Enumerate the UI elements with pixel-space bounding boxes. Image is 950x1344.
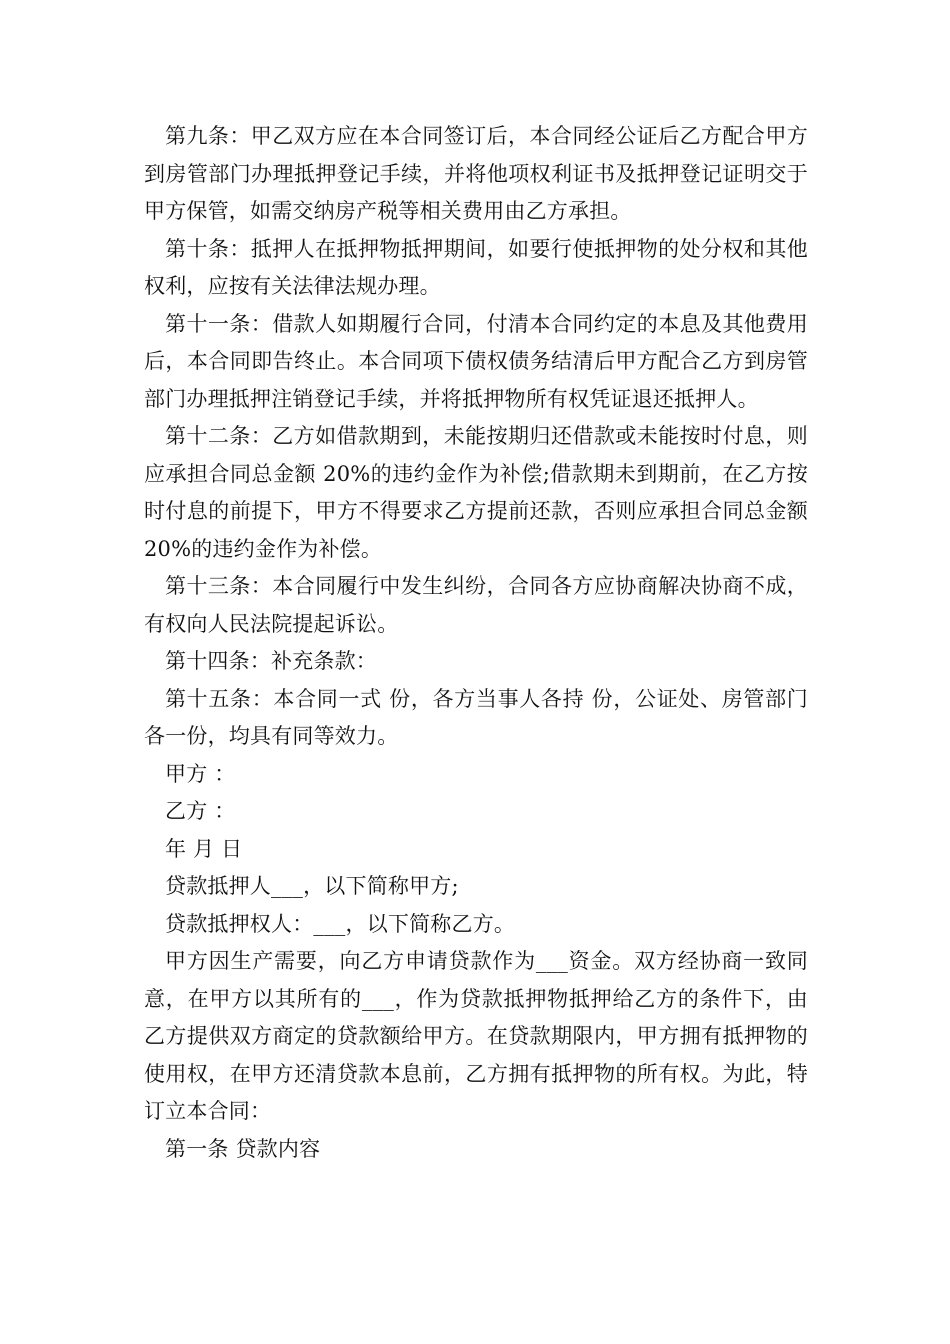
clause-12: 第十二条：乙方如借款期到，未能按期归还借款或未能按时付息，则应承担合同总金额 20%的违约金作为补偿;借款期未到期前，在乙方按时付息的前提下，甲方不得要求乙方提前还款，否则应承担合同总金额 20%的违约金作为补偿。 (144, 424, 808, 561)
mortgagee-line: 贷款抵押权人：___，以下简称乙方。 (165, 911, 516, 936)
mortgagor-line: 贷款抵押人___，以下简称甲方; (165, 874, 459, 898)
date-line: 年 月 日 (165, 836, 243, 861)
clause-15: 第十五条：本合同一式 份，各方当事人各持 份，公证处、房管部门各一份，均具有同等效力。 (144, 686, 808, 748)
clause-10: 第十条：抵押人在抵押物抵押期间，如要行使抵押物的处分权和其他权利，应按有关法律法规办理。 (144, 236, 808, 298)
document-body (144, 118, 808, 1168)
clause-11: 第十一条：借款人如期履行合同，付清本合同约定的本息及其他费用后，本合同即告终止。本合同项下债权债务结清后甲方配合乙方到房管部门办理抵押注销登记手续，并将抵押物所有权凭证退还抵押人。 (144, 311, 808, 411)
article-1-heading: 第一条 贷款内容 (165, 1136, 321, 1161)
clause-13: 第十三条：本合同履行中发生纠纷，合同各方应协商解决协商不成，有权向人民法院提起诉讼。 (144, 574, 808, 636)
clause-9: 第九条：甲乙双方应在本合同签订后，本合同经公证后乙方配合甲方到房管部门办理抵押登记手续，并将他项权利证书及抵押登记证明交于甲方保管，如需交纳房产税等相关费用由乙方承担。 (144, 124, 808, 223)
party-b-signature-line: 乙方 ： (165, 799, 236, 823)
preamble-paragraph: 甲方因生产需要，向乙方申请贷款作为___资金。双方经协商一致同意，在甲方以其所有的___，作为贷款抵押物抵押给乙方的条件下，由乙方提供双方商定的贷款额给甲方。在贷款期限内，甲方拥有抵押物的使用权，在甲方还清贷款本息前，乙方拥有抵押物的所有权。为此，特订立本合同： (144, 949, 808, 1123)
clause-14: 第十四条：补充条款： (165, 649, 377, 673)
party-a-signature-line: 甲方 ： (165, 761, 236, 786)
